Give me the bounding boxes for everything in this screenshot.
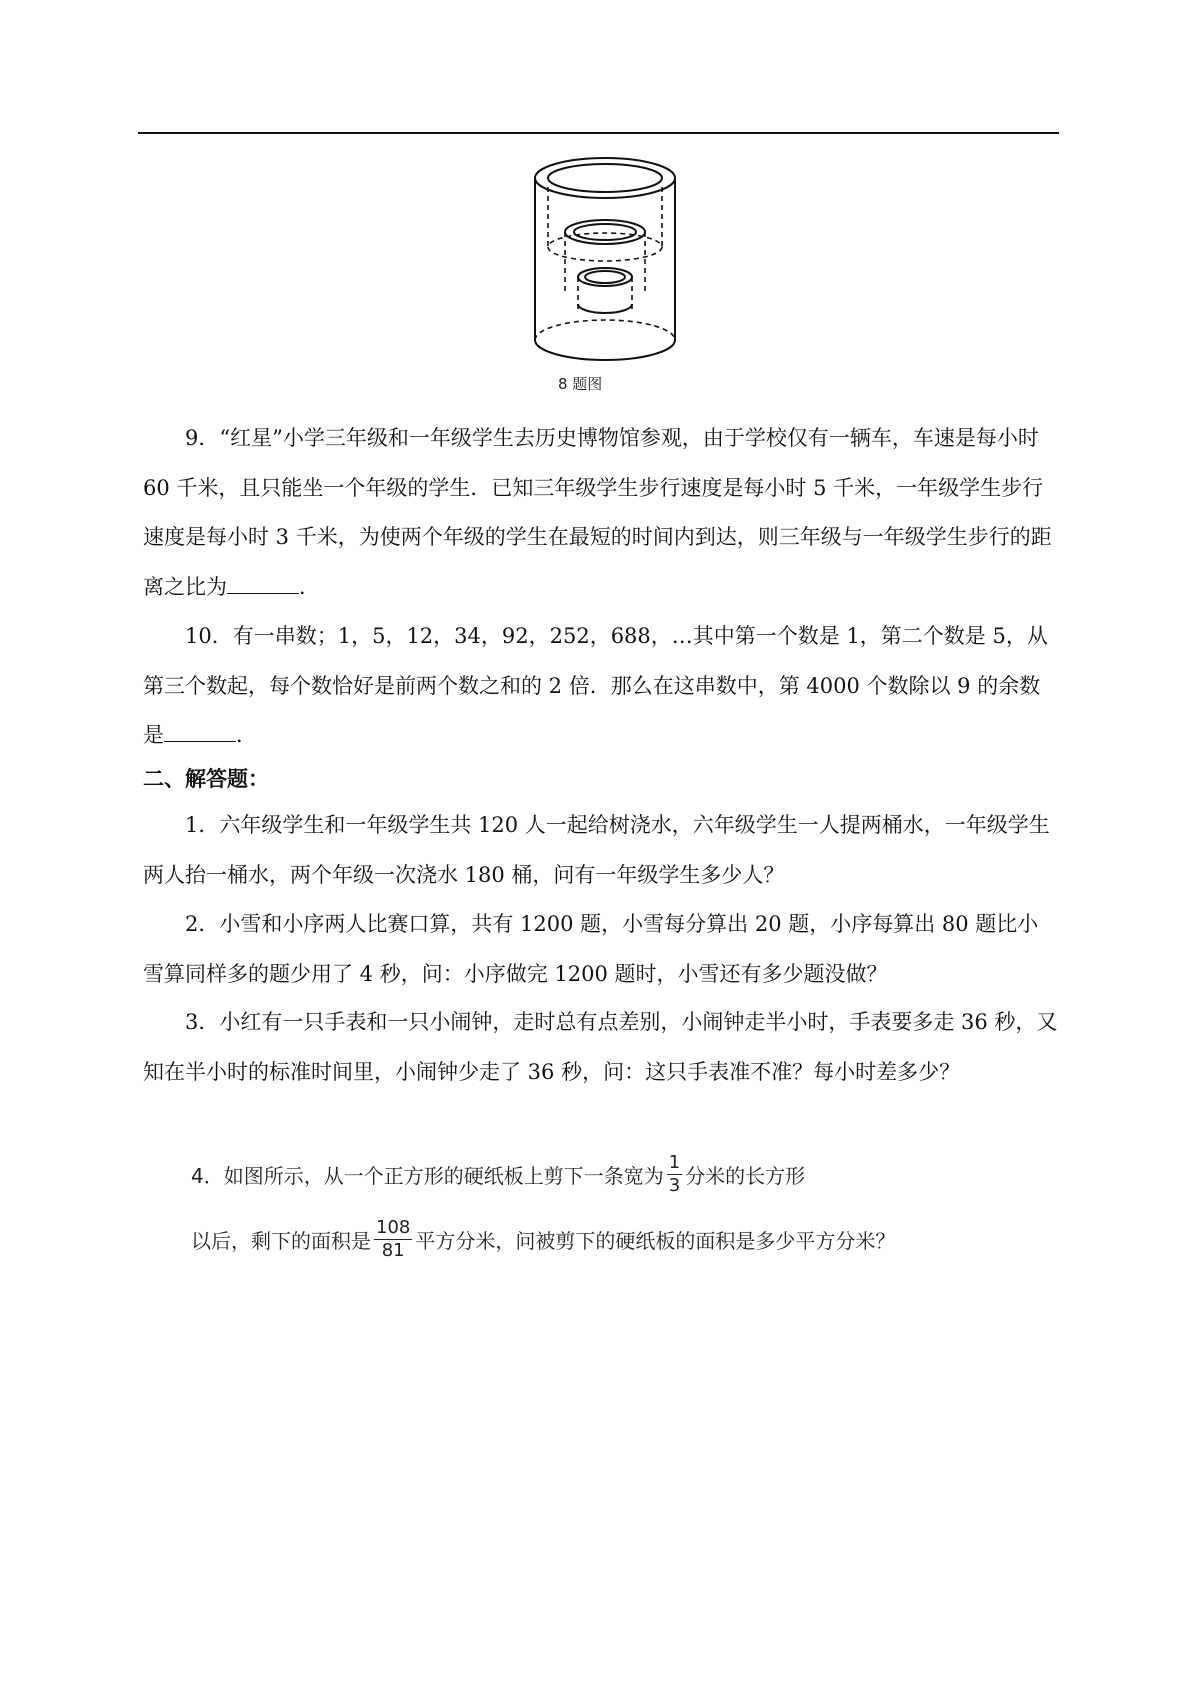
fraction-numerator: 108 bbox=[376, 1217, 411, 1238]
problem-4-line-2 bbox=[191, 1219, 895, 1260]
problem-4-text-b: 分米的长方形 bbox=[685, 1164, 806, 1188]
problem-1: 1．六年级学生和一年级学生共 120 人一起给树浇水，六年级学生一人提两桶水，一年级学生两人抬一桶水，两个年级一次浇水 180 桶，问有一年级学生多少人？ bbox=[143, 813, 1050, 887]
question-10-end: ． bbox=[236, 723, 257, 747]
question-10 bbox=[143, 612, 1058, 761]
problem-4-text-a: 4．如图所示，从一个正方形的硬纸板上剪下一条宽为 bbox=[191, 1164, 664, 1188]
answer-blank-9[interactable] bbox=[227, 575, 299, 594]
question-10-text: 10．有一串数；1，5，12，34，92，252，688，…其中第一个数是 1，第二个数是 5，从第三个数起，每个数恰好是前两个数之和的 2 倍．那么在这串数中，第 4000 个数除以 9 的余数是 bbox=[143, 624, 1048, 747]
problem-2: 2．小雪和小序两人比赛口算，共有 1200 题，小雪每分算出 20 题，小序每算出 80 题比小雪算同样多的题少用了 4 秒，问：小序做完 1200 题时，小雪还有多少题没做？ bbox=[143, 912, 1039, 986]
problem-3: 3．小红有一只手表和一只小闹钟，走时总有点差别，小闹钟走半小时，手表要多走 36 秒，又知在半小时的标准时间里，小闹钟少走了 36 秒，问：这只手表准不准？每小时差多少？ bbox=[143, 1010, 1058, 1084]
fraction-denominator: 3 bbox=[668, 1175, 681, 1196]
question-9-text: 9．“红星”小学三年级和一年级学生去历史博物馆参观，由于学校仅有一辆车，车速是每小时 60 千米，且只能坐一个年级的学生．已知三年级学生步行速度是每小时 5 千米，一年级学生步行速度是每小时 3 千米，为使两个年级的学生在最短的时间内到达，则三年级与一年级学生步行的距离之比为 bbox=[143, 426, 1052, 599]
fraction-numerator: 1 bbox=[668, 1152, 681, 1173]
inner-top-ellipse bbox=[548, 164, 662, 192]
question-9 bbox=[143, 414, 1058, 612]
middle-ring-inner bbox=[574, 224, 636, 240]
problem-4-text-d: 平方分米，问被剪下的硬纸板的面积是多少平方分米？ bbox=[415, 1229, 896, 1253]
problem-4-line-1 bbox=[191, 1154, 805, 1195]
figure-caption: 8 题图 bbox=[558, 375, 603, 393]
fraction-108-81 bbox=[374, 1219, 412, 1260]
problem-4-text-c: 以后，剩下的面积是 bbox=[191, 1229, 371, 1253]
small-ring-inner bbox=[585, 271, 625, 283]
fraction-denominator: 81 bbox=[381, 1240, 405, 1261]
hidden-ellipse-1 bbox=[548, 233, 662, 261]
section-heading: 二、解答题： bbox=[143, 767, 269, 791]
header-rule bbox=[138, 132, 1059, 134]
answer-blank-10[interactable] bbox=[164, 723, 236, 742]
question-9-end: ． bbox=[299, 574, 320, 599]
bottom-back-arc bbox=[535, 320, 675, 340]
small-ring-bottom bbox=[578, 304, 632, 313]
cylinder-figure bbox=[520, 152, 690, 367]
fraction-one-third bbox=[667, 1154, 682, 1195]
bottom-front-arc bbox=[535, 340, 675, 360]
